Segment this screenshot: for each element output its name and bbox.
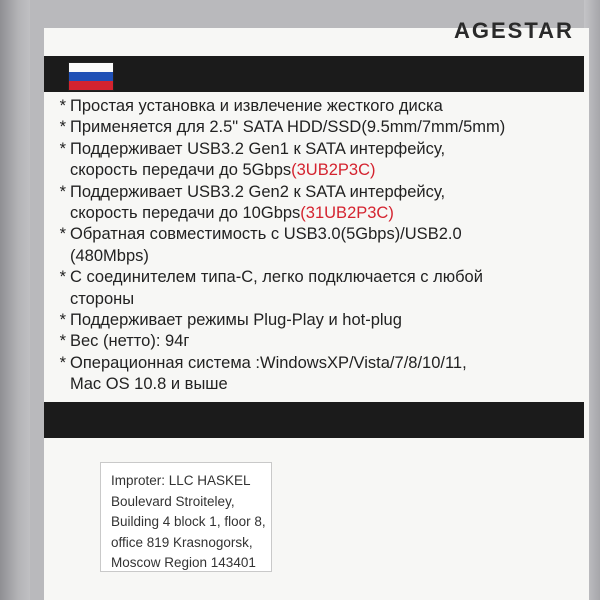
feature-item: * Вес (нетто): 94г bbox=[59, 332, 190, 351]
importer-sticker bbox=[100, 462, 272, 572]
feature-item: * С соединителем типа-С, легко подключается с любой стороны bbox=[59, 268, 483, 308]
feature-list bbox=[48, 96, 548, 396]
importer-line: Boulevard Stroiteley, bbox=[111, 493, 235, 509]
feature-item: * Поддерживает USB3.2 Gen1 к SATA интерфейсу, скорость передачи до 5Gbps(3UB2P3C) bbox=[59, 139, 446, 180]
feature-item: * Обратная совместимость с USB3.0(5Gbps)/USB2.0 (480Mbps) bbox=[59, 225, 462, 265]
header-band bbox=[44, 56, 584, 92]
russia-flag-icon bbox=[68, 62, 114, 91]
footer-band bbox=[44, 402, 584, 438]
brand-logo: AGESTAR bbox=[454, 20, 574, 42]
box-left-edge bbox=[0, 0, 30, 600]
importer-line: Improter: LLC HASKEL bbox=[111, 473, 251, 488]
feature-item: * Поддерживает режимы Plug-Play и hot-plug bbox=[59, 311, 402, 330]
feature-item: * Применяется для 2.5" SATA HDD/SSD(9.5mm/7mm/5mm) bbox=[59, 118, 506, 137]
importer-line: Building 4 block 1, floor 8, bbox=[111, 514, 266, 529]
model-code: (3UB2P3C) bbox=[291, 161, 376, 180]
feature-item: * Операционная система :WindowsXP/Vista/7/8/10/11, Mac OS 10.8 и выше bbox=[59, 353, 467, 394]
feature-item: * Простая установка и извлечение жесткого диска bbox=[59, 97, 443, 115]
importer-line: Moscow Region 143401 bbox=[111, 555, 256, 570]
importer-line: office 819 Krasnogorsk, bbox=[111, 534, 253, 550]
feature-item: * Поддерживает USB3.2 Gen2 к SATA интерфейсу, скорость передачи до 10Gbps(31UB2P3C) bbox=[59, 182, 446, 223]
model-code: (31UB2P3C) bbox=[300, 204, 394, 223]
